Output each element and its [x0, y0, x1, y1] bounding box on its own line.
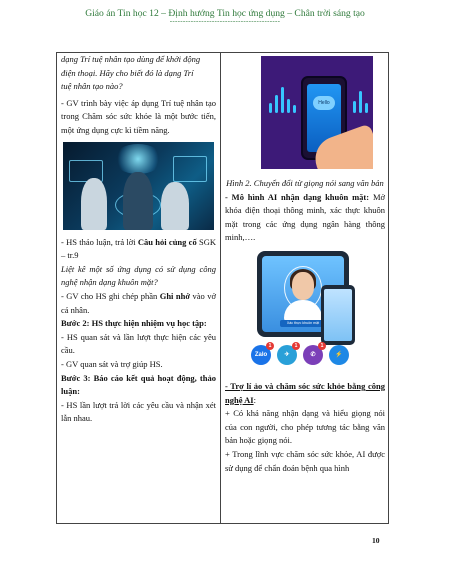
left-column [61, 53, 216, 426]
assistant-item-1: + Có khả năng nhận dạng và hiểu giọng nói của con người, cho phép tương tác bằng văn bản hoặc giọng nói. [225, 408, 385, 446]
sound-wave-bar [269, 103, 272, 113]
zalo-icon: Zalo 1 [251, 345, 271, 365]
face-recognition-question: Liệt kê một số ứng dụng có sử dụng công nghệ nhận dạng khuôn mặt? [61, 263, 216, 288]
page-header [0, 8, 450, 25]
gv-presentation-text: - GV trình bày việc áp dụng Trí tuệ nhân tạo trong Chăm sóc sức khỏe là một bước tiến, một ứng dụng cực kì tiềm năng. [61, 97, 216, 135]
face-recognition-text: - Mô hình AI nhận dạng khuôn mặt: Mở khóa điện thoại thông minh, xác thực khuôn mặt trong các ứng dụng ngân hàng thông minh,…. [225, 191, 385, 243]
step-3-heading: Bước 3: Báo cáo kết quả hoạt động, thảo luận: [61, 372, 216, 397]
hs-discussion-text: - HS thảo luận, trả lời Câu hỏi củng cố SGK – tr.9 [61, 236, 216, 261]
page-number: 10 [372, 536, 380, 545]
step-2-item-2: - GV quan sát và trợ giúp HS. [61, 358, 163, 369]
sound-wave-bar [275, 95, 278, 113]
question-line-1: dạng Trí tuệ nhân tạo dùng để khởi động [61, 54, 201, 64]
step-2-heading: Bước 2: HS thực hiện nhiệm vụ học tập: [61, 318, 207, 329]
assistant-item-2: + Trong lĩnh vực chăm sóc sức khỏe, AI được sử dụng để chẩn đoán bệnh qua hình [225, 448, 385, 473]
speech-to-text-image [261, 56, 373, 169]
phone-screen [324, 289, 352, 341]
ai-healthcare-image [63, 142, 214, 230]
question-line-2: điện thoại. Hãy cho biết đó là dạng Trí [61, 67, 194, 78]
gv-note-text: - GV cho HS ghi chép phần Ghi nhớ vào vở cá nhân. [61, 290, 216, 315]
face-scan-label: Xác thực khuôn mặt [280, 320, 326, 327]
header-title: Giáo án Tin học 12 – Định hướng Tin học ứng dụng – Chân trời sáng tạo [85, 8, 365, 19]
doctor-figure [161, 182, 189, 230]
right-column [225, 53, 385, 475]
header-divider: ------------------------------------------ [169, 17, 281, 25]
sound-wave-bar [353, 101, 356, 113]
sound-wave-bar [293, 105, 296, 113]
telegram-icon: ✈ 1 [277, 345, 297, 365]
doctor-figure [123, 172, 153, 230]
question-line-3: tuệ nhân tạo nào? [61, 81, 123, 92]
figure-caption: Hình 2. Chuyển đổi từ giọng nói sang văn bản [226, 178, 384, 188]
phone-illustration [321, 285, 355, 345]
doctor-figure [81, 178, 107, 230]
lesson-table [56, 52, 389, 524]
sound-wave-bar [287, 99, 290, 113]
hud-panel [173, 156, 207, 182]
step-3-item-1: - HS lần lượt trả lời các yêu cầu và nhận xét lẫn nhau. [61, 399, 216, 424]
step-2-item-1: - HS quan sát và lần lượt thực hiện các yêu cầu. [61, 331, 216, 356]
viber-icon: ✆ 1 [303, 345, 323, 365]
voice-bubble: Hello [313, 96, 335, 110]
face-recognition-image [247, 249, 365, 374]
column-divider [220, 53, 221, 523]
sound-wave-bar [281, 87, 284, 113]
messenger-icon: ⚡ [329, 345, 349, 365]
sound-wave-bar [365, 103, 368, 113]
virtual-assistant-heading: - Trợ lí ảo và chăm sóc sức khỏe bằng công nghệ AI: [225, 380, 385, 405]
sound-wave-bar [359, 91, 362, 113]
light-glow [113, 144, 163, 174]
